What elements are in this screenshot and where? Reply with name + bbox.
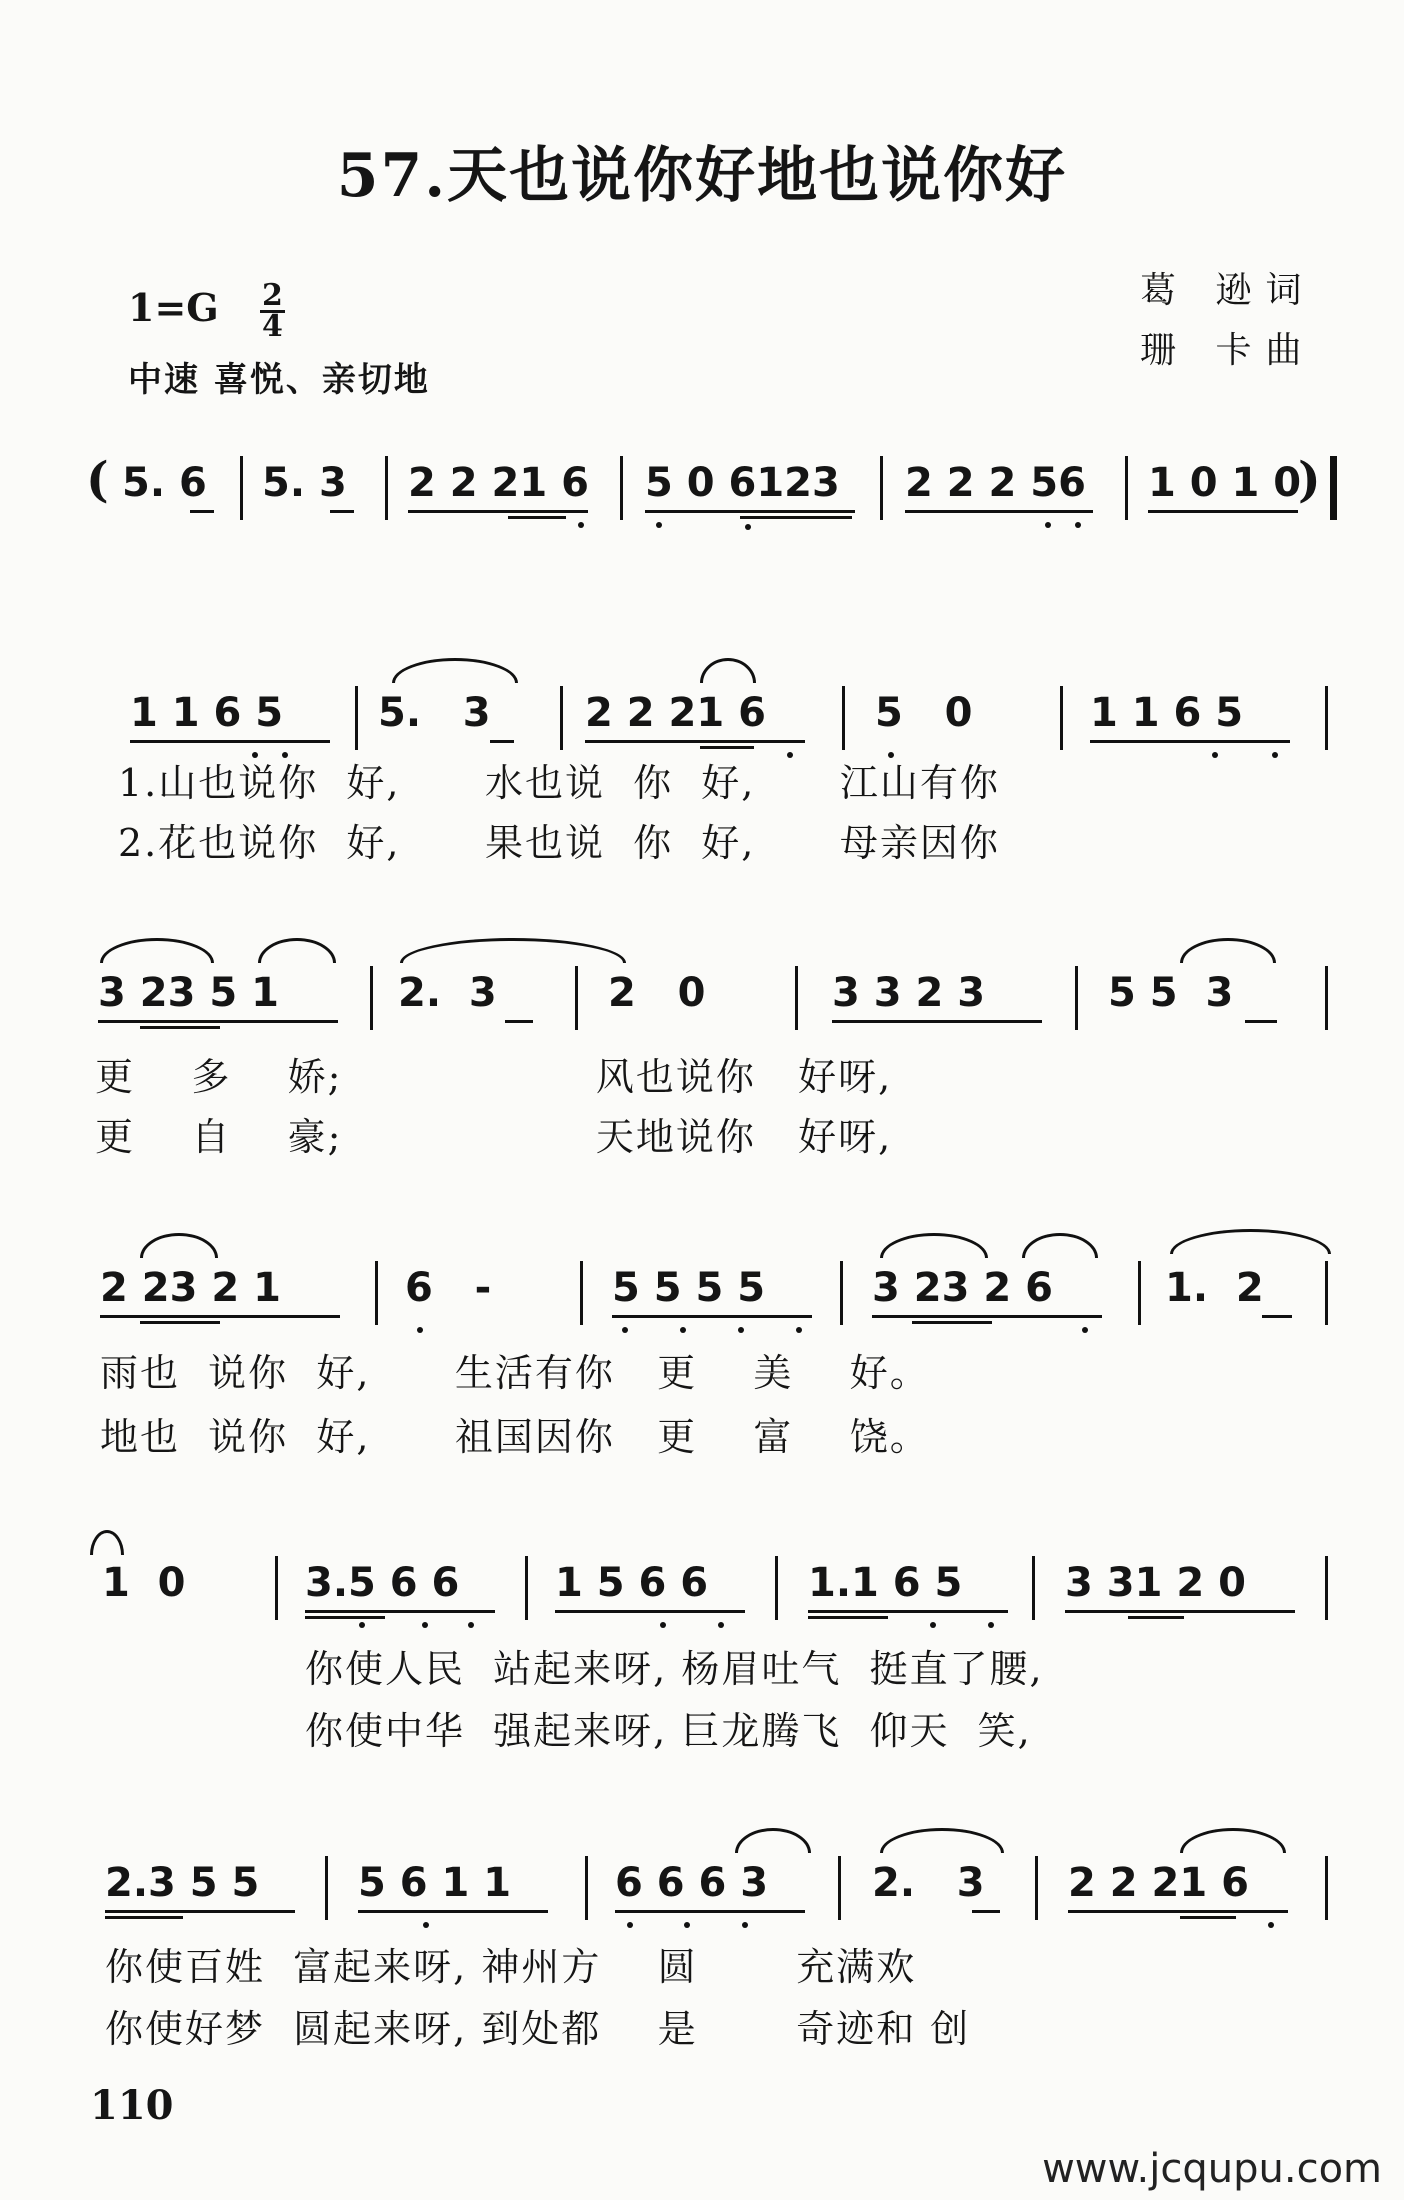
measure: 2 2 21 6 <box>1068 1860 1249 1906</box>
octave-dot <box>656 522 662 528</box>
octave-dot <box>680 1327 686 1333</box>
underline <box>140 1321 220 1324</box>
intro-measure: 5. 3 <box>262 460 347 506</box>
measure: 3 31 2 0 <box>1065 1560 1246 1606</box>
underline <box>1090 740 1290 743</box>
octave-dot <box>988 1622 994 1628</box>
barline <box>842 686 845 750</box>
measure: 3 23 5 1 <box>98 970 279 1016</box>
slur <box>392 658 518 683</box>
slur <box>140 1233 218 1258</box>
octave-dot <box>1082 1327 1088 1333</box>
underline <box>612 1315 812 1318</box>
barline <box>240 456 243 520</box>
barline <box>1138 1261 1141 1325</box>
measure: 2 0 <box>608 970 706 1016</box>
measure: 1 5 6 6 <box>555 1560 709 1606</box>
composer-credit: 珊 卡曲 <box>1140 330 1316 371</box>
intro-measure: 5. 6 <box>122 460 207 506</box>
underline <box>508 516 566 519</box>
barline <box>575 966 578 1030</box>
key-label: 1=G <box>128 285 219 330</box>
octave-dot <box>930 1622 936 1628</box>
measure: 1 0 <box>102 1560 186 1606</box>
barline <box>1032 1556 1035 1620</box>
barline <box>1075 966 1078 1030</box>
underline <box>808 1616 888 1619</box>
octave-dot <box>718 1622 724 1628</box>
song-title: 57.天也说你好地也说你好 <box>336 141 1068 211</box>
intro-measure: 2 2 21 6 <box>408 460 589 506</box>
underline <box>808 1610 1008 1613</box>
underline <box>1180 1916 1236 1919</box>
lyric-verse-1: 1.山也说你 好, 水也说 你 好, 江山有你 <box>118 761 1000 805</box>
underline <box>105 1916 183 1919</box>
lyric-verse-2: 更 自 豪; 天地说你 好呀, <box>95 1115 893 1159</box>
underline <box>645 510 855 513</box>
underline <box>408 510 588 513</box>
measure: 5. 3 <box>378 690 491 736</box>
measure: 6 6 6 3 <box>615 1860 769 1906</box>
octave-dot <box>1075 522 1081 528</box>
barline <box>560 686 563 750</box>
underline <box>972 1910 1000 1913</box>
measure: 2.3 5 5 <box>105 1860 260 1906</box>
slur <box>90 1530 124 1555</box>
octave-dot <box>468 1622 474 1628</box>
underline <box>305 1610 495 1613</box>
intro-measure: 1 0 1 0 <box>1148 460 1302 506</box>
slur <box>880 1828 1004 1853</box>
barline <box>1325 1261 1328 1325</box>
measure: 2. 3 <box>398 970 497 1016</box>
slur <box>700 658 756 683</box>
measure: 1.1 6 5 <box>808 1560 963 1606</box>
underline <box>585 740 805 743</box>
underline <box>555 1610 745 1613</box>
underline <box>140 1026 220 1029</box>
intro-paren-open: ( <box>86 452 109 508</box>
music-system <box>0 680 1404 760</box>
underline <box>130 740 330 743</box>
underline <box>98 1020 338 1023</box>
barline <box>1035 1856 1038 1920</box>
octave-dot <box>417 1327 423 1333</box>
barline <box>275 1556 278 1620</box>
underline <box>832 1020 1042 1023</box>
octave-dot <box>684 1922 690 1928</box>
barline <box>775 1556 778 1620</box>
measure: 2 2 21 6 <box>585 690 766 736</box>
octave-dot <box>627 1922 633 1928</box>
time-signature <box>260 278 285 344</box>
measure: 3 3 2 3 <box>832 970 986 1016</box>
measure: 1 1 6 5 <box>1090 690 1244 736</box>
barline <box>580 1261 583 1325</box>
slur <box>400 938 626 963</box>
octave-dot <box>796 1327 802 1333</box>
measure: 3 23 2 6 <box>872 1265 1053 1311</box>
octave-dot <box>359 1622 365 1628</box>
octave-dot <box>1268 1922 1274 1928</box>
music-system <box>0 1850 1404 1930</box>
barline <box>1325 1856 1328 1920</box>
time-sig-top: 2 <box>261 278 283 313</box>
octave-dot <box>745 524 751 530</box>
slur <box>880 1233 988 1258</box>
octave-dot <box>660 1622 666 1628</box>
barline <box>1060 686 1063 750</box>
barline <box>795 966 798 1030</box>
underline <box>1065 1610 1295 1613</box>
underline <box>305 1616 385 1619</box>
intro-measure: 2 2 2 56 <box>905 460 1086 506</box>
underline <box>700 746 754 749</box>
measure: 5 5 3 <box>1108 970 1234 1016</box>
octave-dot <box>578 522 584 528</box>
slur <box>1180 1828 1286 1853</box>
barline <box>385 456 388 520</box>
music-system <box>0 1255 1404 1335</box>
underline <box>1148 510 1298 513</box>
lyric-verse-1: 雨也 说你 好, 生活有你 更 美 好。 <box>100 1351 930 1395</box>
lyric-verse-2: 你使好梦 圆起来呀, 到处都 是 奇迹和 创 <box>105 2007 971 2051</box>
underline <box>490 740 514 743</box>
measure: 5 5 5 5 <box>612 1265 766 1311</box>
measure: 6 - <box>405 1265 492 1311</box>
measure: 1. 2 <box>1165 1265 1264 1311</box>
lyric-verse-2: 地也 说你 好, 祖国因你 更 富 饶。 <box>100 1415 930 1459</box>
barline <box>355 686 358 750</box>
time-sig-bottom: 4 <box>261 309 283 344</box>
octave-dot <box>422 1622 428 1628</box>
octave-dot <box>622 1327 628 1333</box>
barline <box>585 1856 588 1920</box>
octave-dot <box>738 1327 744 1333</box>
intro-system <box>0 450 1404 530</box>
underline <box>1068 1910 1288 1913</box>
underline <box>100 1315 340 1318</box>
underline <box>905 510 1093 513</box>
lyric-verse-1: 你使百姓 富起来呀, 神州方 圆 充满欢 <box>105 1945 917 1989</box>
barline <box>620 456 623 520</box>
underline <box>1262 1315 1292 1318</box>
slur <box>1180 938 1276 963</box>
key-signature <box>128 278 285 344</box>
underline <box>505 1020 533 1023</box>
octave-dot <box>1212 752 1218 758</box>
barline <box>880 456 883 520</box>
measure: 2. 3 <box>872 1860 985 1906</box>
underline <box>1128 1616 1184 1619</box>
underline <box>872 1315 1102 1318</box>
lyric-verse-1: 你使人民 站起来呀, 杨眉吐气 挺直了腰, <box>305 1647 1044 1691</box>
measure: 2 23 2 1 <box>100 1265 281 1311</box>
intro-paren-close: ) <box>1298 452 1321 508</box>
underline <box>330 510 354 513</box>
watermark: www.jcqupu.com <box>1042 2146 1382 2192</box>
barline <box>325 1856 328 1920</box>
octave-dot <box>1045 522 1051 528</box>
slur <box>735 1828 811 1853</box>
barline <box>375 1261 378 1325</box>
barline <box>525 1556 528 1620</box>
barline <box>1125 456 1128 520</box>
page-number: 110 <box>90 2082 174 2129</box>
underline <box>190 510 214 513</box>
underline <box>105 1910 295 1913</box>
barline <box>1325 966 1328 1030</box>
slur <box>258 938 336 963</box>
octave-dot <box>423 1922 429 1928</box>
lyric-verse-1: 更 多 娇; 风也说你 好呀, <box>95 1055 893 1099</box>
underline <box>358 1910 548 1913</box>
measure: 5 0 <box>875 690 973 736</box>
slur <box>100 938 214 963</box>
lyric-verse-2: 2.花也说你 好, 果也说 你 好, 母亲因你 <box>118 821 1000 865</box>
music-system <box>0 1550 1404 1630</box>
slur <box>1170 1229 1331 1254</box>
barline <box>838 1856 841 1920</box>
barline <box>840 1261 843 1325</box>
octave-dot <box>1272 752 1278 758</box>
underline <box>912 1321 992 1324</box>
barline <box>1325 1556 1328 1620</box>
underline <box>615 1910 805 1913</box>
underline <box>1245 1020 1277 1023</box>
barline <box>1325 686 1328 750</box>
lyricist-credit: 葛 逊词 <box>1140 270 1316 311</box>
tempo-marking: 中速 喜悦、亲切地 <box>128 360 430 400</box>
lyric-verse-2: 你使中华 强起来呀, 巨龙腾飞 仰天 笑, <box>305 1709 1032 1753</box>
underline <box>740 516 852 519</box>
octave-dot <box>742 1922 748 1928</box>
barline <box>370 966 373 1030</box>
measure: 5 6 1 1 <box>358 1860 512 1906</box>
measure: 3.5 6 6 <box>305 1560 460 1606</box>
music-system <box>0 960 1404 1040</box>
intro-measure: 5 0 6123 <box>645 460 840 506</box>
measure: 1 1 6 5 <box>130 690 284 736</box>
final-barline <box>1330 456 1337 520</box>
slur <box>1022 1233 1098 1258</box>
